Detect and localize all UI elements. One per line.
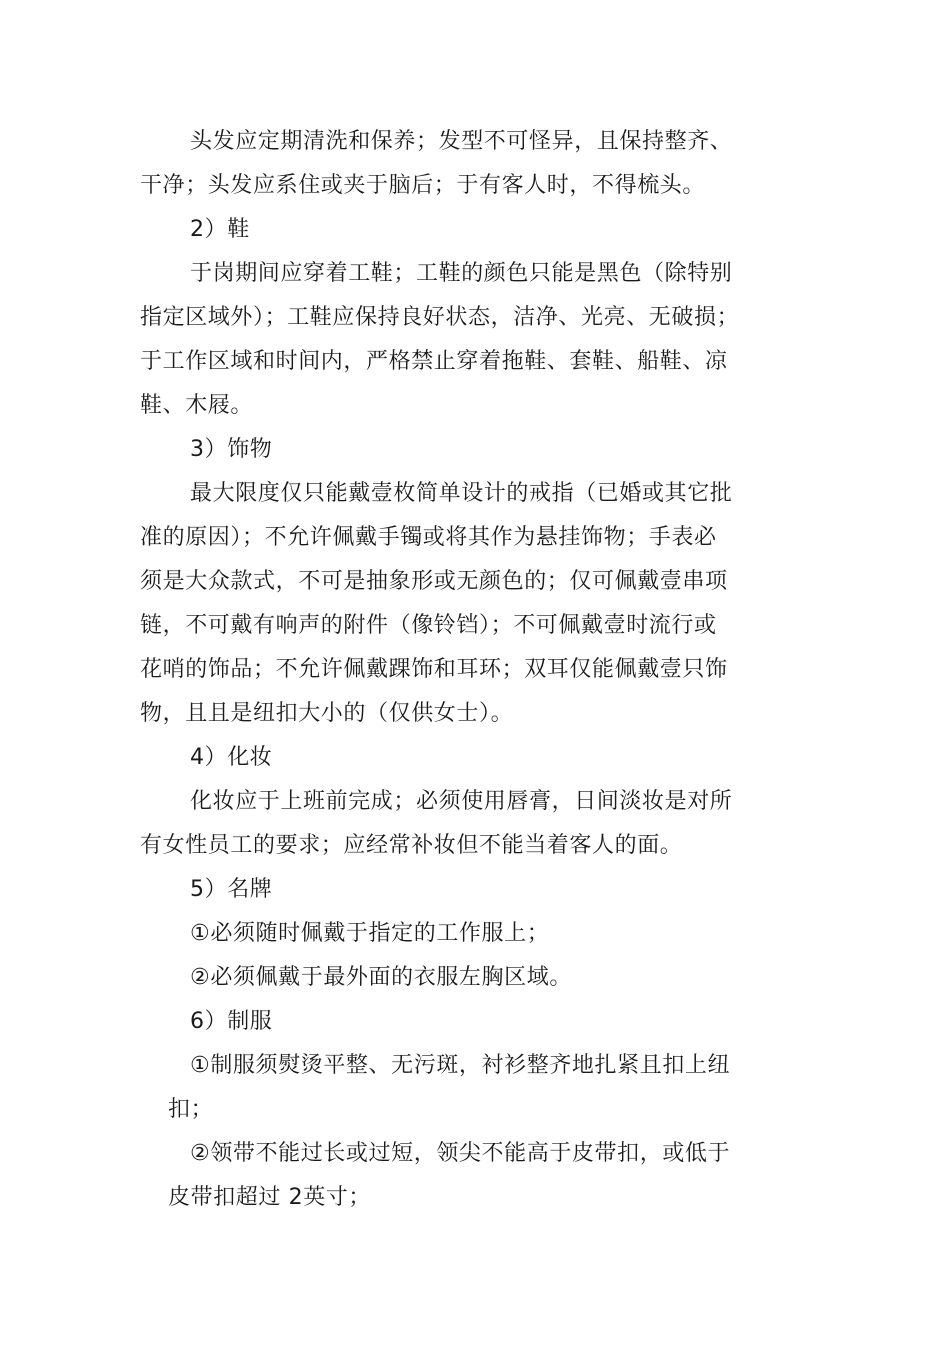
section-heading-accessories: 3）饰物 bbox=[190, 437, 273, 462]
text-line: 链，不可戴有响声的附件（像铃铛）；不可佩戴壹时流行或 bbox=[140, 613, 717, 638]
text-line: 物，且且是纽扣大小的（仅供女士）。 bbox=[140, 701, 514, 726]
section-heading-name-badge: 5）名牌 bbox=[190, 877, 273, 902]
text-line: 化妆应于上班前完成；必须使用唇膏，日间淡妆是对所 bbox=[190, 789, 733, 814]
text-line: 最大限度仅只能戴壹枚简单设计的戒指（已婚或其它批 bbox=[190, 481, 733, 506]
text-line: 有女性员工的要求；应经常补妆但不能当着客人的面。 bbox=[140, 833, 683, 858]
section-heading-shoes: 2）鞋 bbox=[190, 217, 250, 242]
text-line: 花哨的饰品；不允许佩戴踝饰和耳环；双耳仅能佩戴壹只饰 bbox=[140, 657, 728, 682]
text-line: 头发应定期清洗和保养；发型不可怪异，且保持整齐、 bbox=[190, 129, 733, 154]
section-heading-uniform: 6）制服 bbox=[190, 1009, 273, 1034]
text-line: 于岗期间应穿着工鞋；工鞋的颜色只能是黑色（除特别 bbox=[190, 261, 733, 286]
text-line: 于工作区域和时间内，严格禁止穿着拖鞋、套鞋、船鞋、凉 bbox=[140, 349, 728, 374]
text-line: ①必须随时佩戴于指定的工作服上； bbox=[190, 921, 550, 946]
text-line: ②领带不能过长或过短，领尖不能高于皮带扣，或低于 bbox=[190, 1141, 731, 1166]
text-line: 准的原因）；不允许佩戴手镯或将其作为悬挂饰物；手表必 bbox=[140, 525, 717, 550]
text-line: 须是大众款式，不可是抽象形或无颜色的；仅可佩戴壹串项 bbox=[140, 569, 728, 594]
text-line: ①制服须熨烫平整、无污斑，衬衫整齐地扎紧且扣上纽 bbox=[190, 1053, 731, 1078]
text-line: 扣； bbox=[168, 1097, 214, 1122]
text-line: 皮带扣超过 2英寸； bbox=[168, 1185, 371, 1210]
text-line: 干净；头发应系住或夹于脑后；于有客人时，不得梳头。 bbox=[140, 173, 706, 198]
text-line: 指定区域外）；工鞋应保持良好状态，洁净、光亮、无破损； bbox=[140, 305, 740, 330]
text-line: ②必须佩戴于最外面的衣服左胸区域。 bbox=[190, 965, 572, 990]
text-line: 鞋、木屐。 bbox=[140, 393, 254, 418]
section-heading-makeup: 4）化妆 bbox=[190, 745, 273, 770]
